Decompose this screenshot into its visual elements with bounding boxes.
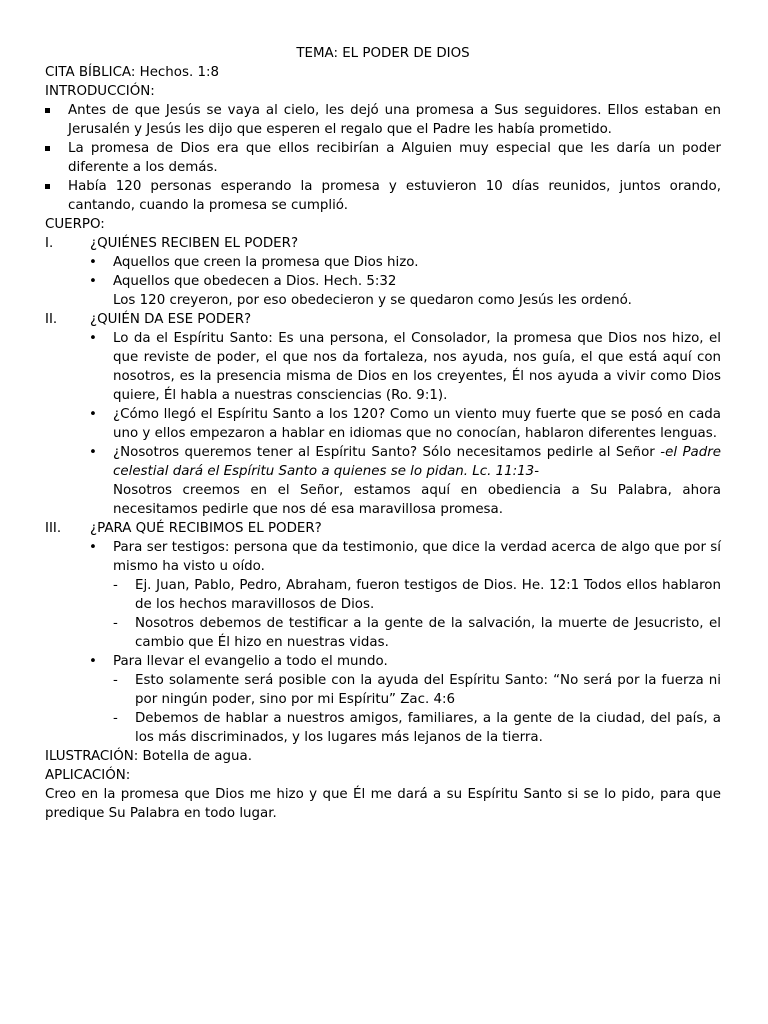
section-title: ¿QUIÉN DA ESE PODER? bbox=[90, 312, 252, 327]
intro-item: Antes de que Jesús se vaya al cielo, les dejó una promesa a Sus seguidores. Ellos estaban en Jerusalén y Jesús les dijo que esperen el regalo que el Padre les había prometido. bbox=[45, 101, 721, 139]
section-number: I. bbox=[45, 236, 54, 251]
intro-item: La promesa de Dios era que ellos recibirían a Alguien muy especial que les daría un poder diferente a los demás. bbox=[45, 139, 721, 177]
bible-citation: CITA BÍBLICA: Hechos. 1:8 bbox=[45, 65, 220, 80]
section-title: ¿QUIÉNES RECIBEN EL PODER? bbox=[90, 236, 299, 251]
quote-dash-close: - bbox=[534, 464, 540, 479]
introduction-heading: INTRODUCCIÓN: bbox=[45, 84, 155, 99]
intro-item: Había 120 personas esperando la promesa y estuvieron 10 días reunidos, juntos orando, cantando, cuando la promesa se cumplió. bbox=[45, 177, 721, 215]
application-text: Creo en la promesa que Dios me hizo y que Él me dará a su Espíritu Santo si se lo pido, para que predique Su Palabra en todo lugar. bbox=[45, 787, 721, 821]
dash-item: - Debemos de hablar a nuestros amigos, familiares, a la gente de la ciudad, del país, a los más discriminados, y los lugares más lejanos de la tierra. bbox=[135, 709, 721, 747]
quote-dash-open: - bbox=[660, 445, 666, 460]
section-heading bbox=[45, 519, 721, 538]
bullet-item: • Para ser testigos: persona que da testimonio, que dice la verdad acerca de algo que por sí mismo ha visto u oído. bbox=[113, 538, 721, 576]
scripture-quote: el Padre celestial dará el Espíritu Santo a quienes se lo pidan. Lc. 11:13 bbox=[113, 445, 721, 479]
dash-item: - Nosotros debemos de testificar a la gente de la salvación, la muerte de Jesucristo, el cambio que Él hizo en nuestras vidas. bbox=[135, 614, 721, 652]
dash-item: - Esto solamente será posible con la ayuda del Espíritu Santo: “No será por la fuerza ni por ningún poder, sino por mi Espíritu” Zac. 4:6 bbox=[135, 671, 721, 709]
bullet-continuation: Nosotros creemos en el Señor, estamos aquí en obediencia a Su Palabra, ahora necesitamos pedirle que nos dé esa maravillosa promesa. bbox=[113, 483, 721, 517]
section-number: III. bbox=[45, 521, 62, 536]
section-heading bbox=[45, 310, 721, 329]
section-heading bbox=[45, 234, 721, 253]
application-heading: APLICACIÓN: bbox=[45, 768, 131, 783]
document-page bbox=[45, 44, 721, 823]
dash-item: - Ej. Juan, Pablo, Pedro, Abraham, fueron testigos de Dios. He. 12:1 Todos ellos hablaron de los hechos maravillosos de Dios. bbox=[135, 576, 721, 614]
section-number: II. bbox=[45, 312, 58, 327]
bullet-item: • Aquellos que creen la promesa que Dios hizo. bbox=[113, 253, 721, 272]
bullet-item bbox=[113, 443, 721, 481]
bullet-continuation: Los 120 creyeron, por eso obedecieron y se quedaron como Jesús les ordenó. bbox=[113, 293, 632, 308]
document-title: TEMA: EL PODER DE DIOS bbox=[296, 46, 470, 61]
bullet-item: • Aquellos que obedecen a Dios. Hech. 5:32 bbox=[113, 272, 721, 291]
bullet-text: ¿Nosotros queremos tener al Espíritu Santo? Sólo necesitamos pedirle al Señor bbox=[113, 445, 661, 460]
bullet-item: • ¿Cómo llegó el Espíritu Santo a los 120? Como un viento muy fuerte que se posó en cada uno y ellos empezaron a hablar en idiomas que no conocían, hablaron diferentes lenguas. bbox=[113, 405, 721, 443]
section-title: ¿PARA QUÉ RECIBIMOS EL PODER? bbox=[90, 521, 322, 536]
body-heading: CUERPO: bbox=[45, 217, 105, 232]
bullet-item: • Para llevar el evangelio a todo el mundo. bbox=[113, 652, 721, 671]
illustration-line: ILUSTRACIÓN: Botella de agua. bbox=[45, 749, 252, 764]
bullet-item: • Lo da el Espíritu Santo: Es una persona, el Consolador, la promesa que Dios nos hizo, el que reviste de poder, el que nos da fortaleza, nos ayuda, nos guía, el que está aquí con nosotros, es la presencia misma de Dios en los creyentes, Él nos ayuda a vivir como Dios quiere, Él habla a nuestras consciencias (Ro. 9:1). bbox=[113, 329, 721, 405]
